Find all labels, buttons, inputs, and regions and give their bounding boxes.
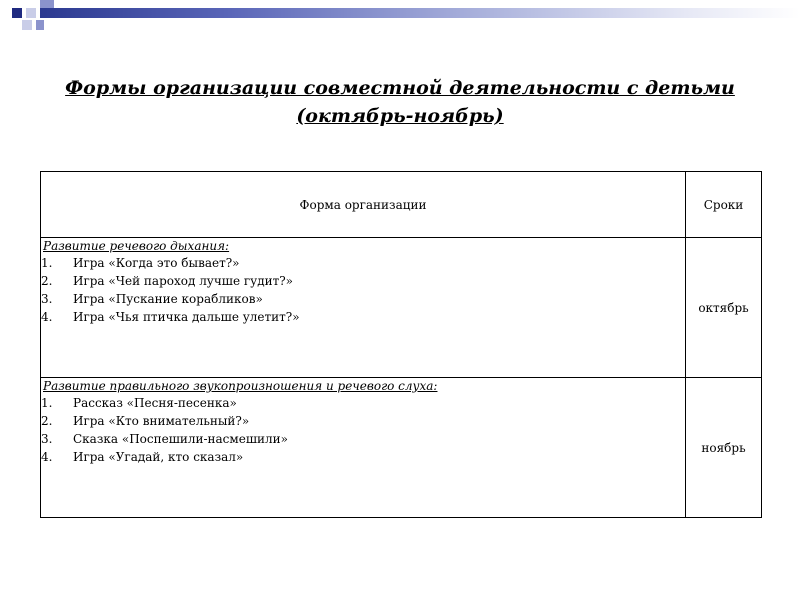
item-text: Игра «Кто внимательный?»: [73, 414, 250, 428]
item-text: Игра «Чья птичка дальше улетит?»: [73, 310, 300, 324]
decorative-square-icon: [12, 8, 22, 18]
list-item: [41, 290, 685, 308]
item-text: Рассказ «Песня-песенка»: [73, 396, 237, 410]
activity-cell: [41, 378, 686, 518]
item-number: 2.: [41, 414, 53, 428]
item-number: 4.: [41, 310, 53, 324]
item-number: 3.: [41, 292, 53, 306]
list-item: [41, 394, 685, 412]
item-number: 4.: [41, 450, 53, 464]
section-title: Развитие правильного звукопроизношения и речевого слуха:: [43, 379, 438, 393]
activity-cell: [41, 238, 686, 378]
item-number: 1.: [41, 256, 53, 270]
decorative-square-icon: [22, 20, 32, 30]
item-text: Сказка «Поспешили-насмешили»: [73, 432, 288, 446]
item-text: Игра «Чей пароход лучше гудит?»: [73, 274, 294, 288]
item-number: 2.: [41, 274, 53, 288]
title-line-1: Формы организации совместной деятельности с детьми: [65, 77, 735, 99]
activity-list: [41, 254, 685, 326]
column-header-form: Форма организации: [41, 172, 686, 238]
decorative-square-icon: [40, 0, 54, 8]
decorative-header-band: [0, 0, 800, 30]
item-text: Игра «Пускание корабликов»: [73, 292, 263, 306]
item-number: 3.: [41, 432, 53, 446]
term-cell: ноябрь: [686, 378, 762, 518]
activity-list: [41, 394, 685, 466]
item-text: Игра «Когда это бывает?»: [73, 256, 240, 270]
decorative-gradient-bar: [40, 8, 800, 18]
item-text: Игра «Угадай, кто сказал»: [73, 450, 244, 464]
list-item: [41, 430, 685, 448]
item-number: 1.: [41, 396, 53, 410]
list-item: [41, 308, 685, 326]
table-row: [41, 238, 762, 378]
term-cell: октябрь: [686, 238, 762, 378]
column-header-term: Сроки: [686, 172, 762, 238]
table-row: [41, 378, 762, 518]
list-item: [41, 254, 685, 272]
decorative-square-icon: [26, 8, 36, 18]
section-title: Развитие речевого дыхания:: [43, 239, 230, 253]
decorative-square-icon: [36, 20, 44, 30]
list-item: [41, 412, 685, 430]
list-item: [41, 448, 685, 466]
table-header-row: [41, 172, 762, 238]
list-item: [41, 272, 685, 290]
title-line-2: (октябрь-ноябрь): [296, 105, 504, 127]
activity-table: [40, 171, 762, 518]
page-title: [40, 74, 760, 130]
